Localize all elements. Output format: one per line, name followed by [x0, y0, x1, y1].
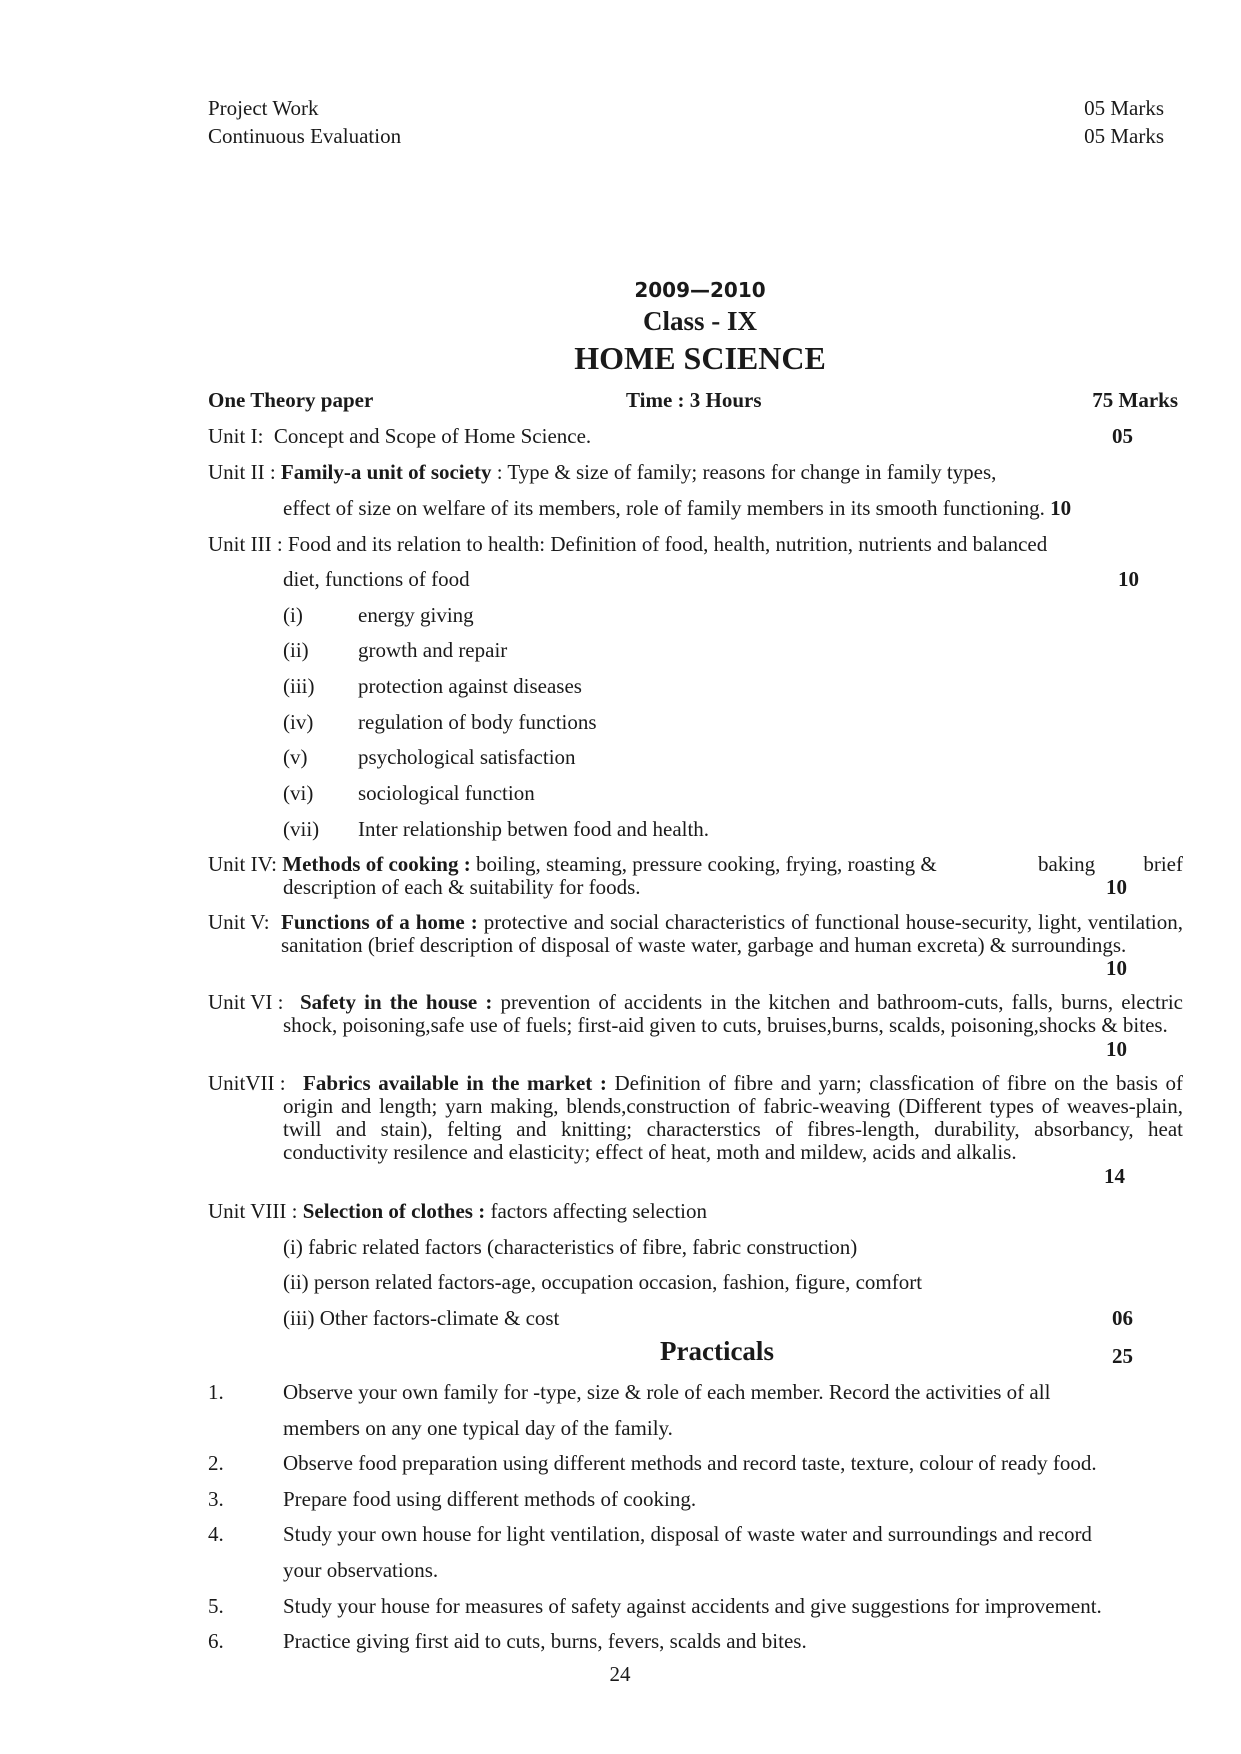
unit-2: [208, 460, 996, 485]
practical-num: 1.: [208, 1380, 224, 1404]
unit-3-item-num: (v): [283, 745, 308, 769]
unit-4-label: Unit IV:: [208, 852, 278, 876]
unit-5: [208, 911, 1183, 957]
unit-6: [208, 991, 1183, 1037]
unit-2-marks: 10: [1050, 496, 1072, 520]
unit-1: [208, 424, 591, 449]
page-number: 24: [609, 1662, 631, 1686]
unit-6-text: prevention of accidents in the kitchen and bathroom-cuts, falls, burns, electric shock, poisoning,safe use of fuels; first-aid given to cuts, bruises,burns, scalds, poisoning,shocks & bites.: [283, 990, 1183, 1037]
practical-text: Study your own house for light ventilation, disposal of waste water and surroundings and record: [283, 1522, 1092, 1546]
unit-4: [208, 853, 1183, 899]
unit-8-item: (i) fabric related factors (characteristics of fibre, fabric construction): [283, 1235, 858, 1259]
unit-7-marks: 14: [1104, 1164, 1125, 1188]
unit-3-item-num: (ii): [283, 638, 309, 662]
unit-2-continued: [283, 496, 1071, 521]
unit-5-heading: Functions of a home :: [281, 910, 478, 934]
unit-3-label: Unit III :: [208, 532, 283, 556]
header-label-project-work: Project Work: [208, 96, 319, 120]
unit-2-label: Unit II :: [208, 460, 276, 484]
paper-label: One Theory paper: [208, 388, 374, 412]
unit-5-label: Unit V:: [208, 910, 270, 934]
unit-1-marks: 05: [1112, 424, 1133, 448]
unit-3-item-text: growth and repair: [358, 638, 508, 662]
unit-4-text-brief: brief: [1143, 852, 1183, 876]
unit-3: [208, 532, 1047, 557]
unit-8-text: factors affecting selection: [490, 1199, 707, 1223]
practical-num: 3.: [208, 1487, 224, 1511]
unit-6-heading: Safety in the house :: [300, 990, 493, 1014]
unit-3-text-line2: diet, functions of food: [283, 567, 470, 591]
unit-3-item-num: (vii): [283, 817, 320, 841]
unit-6-body: [283, 991, 1183, 1037]
unit-6-label: Unit VI :: [208, 990, 284, 1014]
practical-num: 4.: [208, 1522, 224, 1546]
unit-8-item: (ii) person related factors-age, occupation occasion, fashion, figure, comfort: [283, 1270, 923, 1294]
unit-7-body: [283, 1072, 1183, 1164]
unit-3-item-text: psychological satisfaction: [358, 745, 576, 769]
unit-4-heading: Methods of cooking :: [282, 852, 471, 876]
unit-8-marks: 06: [1112, 1306, 1133, 1330]
unit-7-heading: Fabrics available in the market :: [303, 1071, 607, 1095]
unit-1-label: Unit I:: [208, 424, 264, 448]
header-label-continuous-evaluation: Continuous Evaluation: [208, 124, 402, 148]
paper-marks: 75 Marks: [1092, 388, 1178, 412]
unit-3-item-text: energy giving: [358, 603, 474, 627]
academic-year: 2009—2010: [634, 278, 766, 302]
practical-text-line2: your observations.: [283, 1558, 439, 1582]
practical-text: Observe food preparation using different methods and record taste, texture, colour of ready food.: [283, 1451, 1097, 1475]
unit-3-item-num: (iii): [283, 674, 315, 698]
unit-3-text: Food and its relation to health: Definition of food, health, nutrition, nutrients and balanced: [287, 532, 1048, 556]
practical-num: 2.: [208, 1451, 224, 1475]
unit-8-heading: Selection of clothes :: [302, 1199, 486, 1223]
practical-text: Observe your own family for -type, size & role of each member. Record the activities of all: [283, 1380, 1051, 1404]
unit-4-text-line2: description of each & suitability for foods.: [283, 875, 641, 899]
practical-text: Study your house for measures of safety against accidents and give suggestions for improvement.: [283, 1594, 1102, 1618]
unit-4-marks: 10: [1106, 875, 1127, 899]
unit-3-item-num: (vi): [283, 781, 314, 805]
unit-3-item-text: Inter relationship betwen food and health.: [358, 817, 710, 841]
practical-num: 5.: [208, 1594, 224, 1618]
unit-7: [208, 1072, 1183, 1164]
unit-3-item-text: regulation of body functions: [358, 710, 597, 734]
unit-8: [208, 1199, 707, 1224]
practical-num: 6.: [208, 1629, 224, 1653]
unit-4-text: boiling, steaming, pressure cooking, frying, roasting &: [475, 852, 937, 876]
unit-1-text: Concept and Scope of Home Science.: [273, 424, 592, 448]
unit-3-marks: 10: [1118, 567, 1139, 591]
practical-text: Practice giving first aid to cuts, burns, fevers, scalds and bites.: [283, 1629, 807, 1653]
subject-title: HOME SCIENCE: [574, 340, 826, 376]
unit-3-item-num: (iv): [283, 710, 314, 734]
unit-2-text-line2: effect of size on welfare of its members, role of family members in its smooth functioning.: [283, 496, 1045, 520]
paper-time: Time : 3 Hours: [626, 388, 762, 412]
unit-4-text-baking: baking: [1038, 852, 1096, 876]
unit-6-marks: 10: [1106, 1037, 1127, 1061]
unit-5-marks: 10: [1106, 956, 1127, 980]
unit-3-item-num: (i): [283, 603, 303, 627]
practicals-marks: 25: [1112, 1344, 1133, 1368]
unit-7-label: UnitVII :: [208, 1071, 286, 1095]
unit-8-label: Unit VIII :: [208, 1199, 298, 1223]
header-marks-continuous-evaluation: 05 Marks: [1084, 124, 1164, 148]
header-marks-project-work: 05 Marks: [1084, 96, 1164, 120]
unit-5-body: [281, 911, 1183, 957]
practical-text-line2: members on any one typical day of the family.: [283, 1416, 673, 1440]
practicals-title: Practicals: [660, 1336, 774, 1366]
unit-3-item-text: sociological function: [358, 781, 535, 805]
class-title: Class - IX: [642, 306, 757, 336]
unit-3-item-text: protection against diseases: [358, 674, 582, 698]
unit-2-text: : Type & size of family; reasons for change in family types,: [496, 460, 997, 484]
practical-text: Prepare food using different methods of cooking.: [283, 1487, 697, 1511]
unit-8-item: (iii) Other factors-climate & cost: [283, 1306, 560, 1330]
unit-5-text: protective and social characteristics of functional house-security, light, ventilation, sanitation (brief description of disposal of waste water, garbage and human excreta) & surroundings.: [281, 910, 1183, 957]
unit-2-heading: Family-a unit of society: [280, 460, 492, 484]
unit-7-text: Definition of fibre and yarn; classfication of fibre on the basis of origin and length; yarn making, blends,construction of fabric-weaving (Different types of weaves-plain, twill and stain), felting and knitting; characterstics of fibres-length, durability, absorbancy, heat conductivity resilence and elasticity; effect of heat, moth and mildew, acids and alkalis.: [283, 1071, 1184, 1164]
